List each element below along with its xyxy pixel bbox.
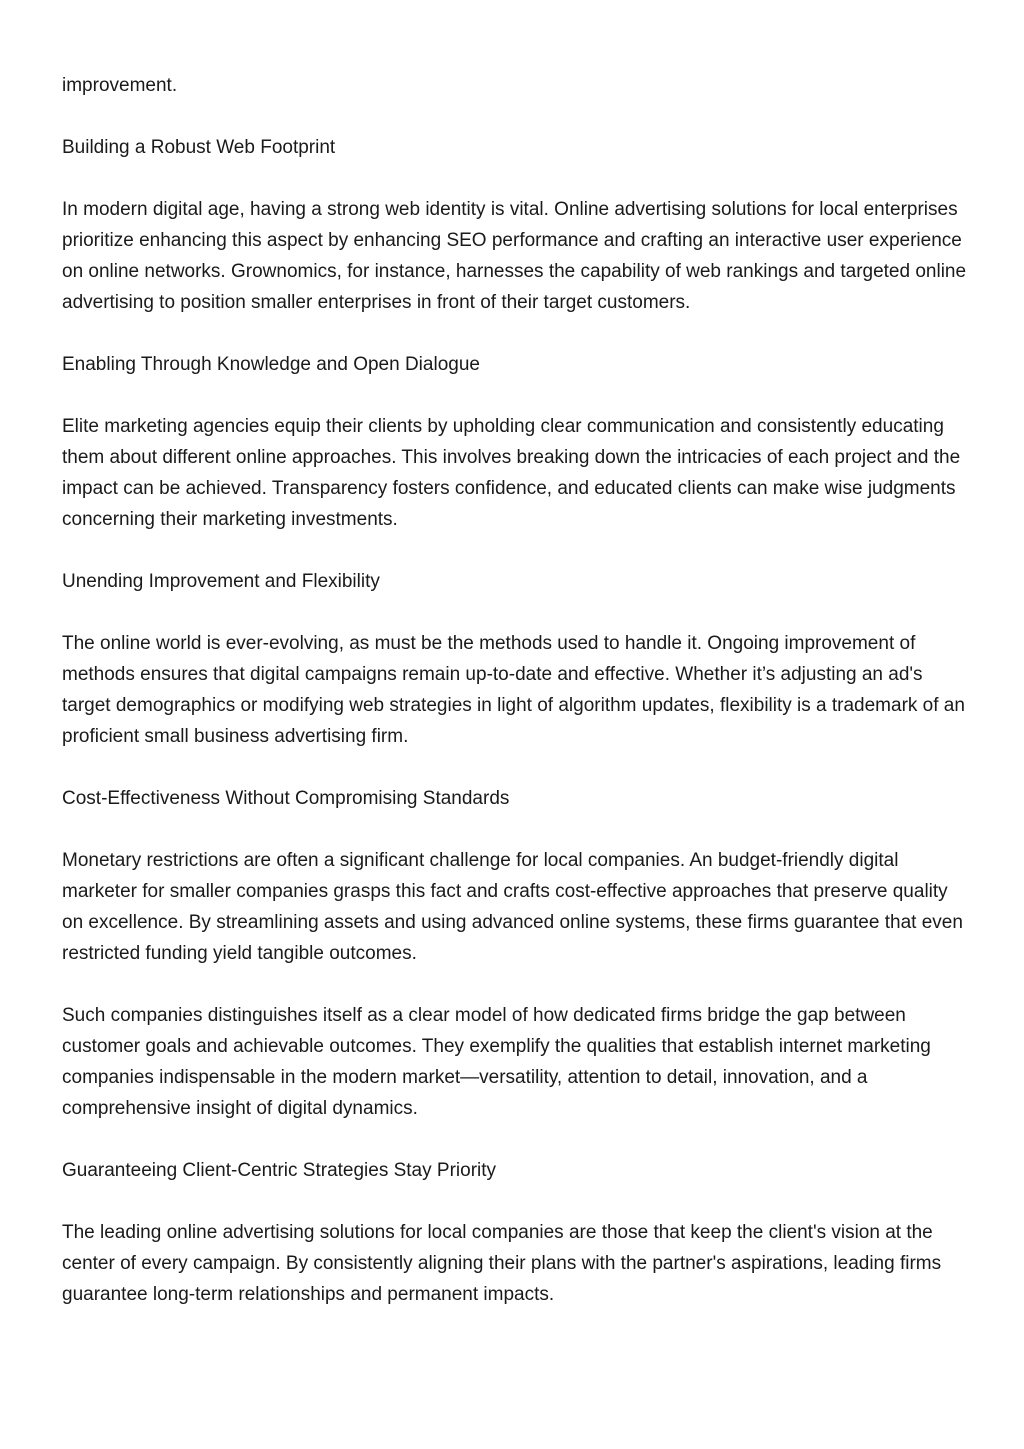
paragraph-cost-effectiveness: Monetary restrictions are often a significant challenge for local companies. An budget-friendly digital marketer for smaller companies grasps this fact and crafts cost-effective approaches that preserve quality on excellence. By streamlining assets and using advanced online systems, these firms guarantee that even restricted funding yield tangible outcomes. [62,850,963,964]
paragraph-client-centric: The leading online advertising solutions for local companies are those that keep the client's vision at the center of every campaign. By consistently aligning their plans with the partner's aspirations, leading firms guarantee long-term relationships and permanent impacts. [62,1222,942,1305]
paragraph-web-footprint: In modern digital age, having a strong web identity is vital. Online advertising solutions for local enterprises prioritize enhancing this aspect by enhancing SEO performance and crafting an interactive user experience on online networks. Grownomics, for instance, harnesses the capability of web rankings and targeted online advertising to position smaller enterprises in front of their target customers. [62,199,967,313]
section-heading-cost-effectiveness: Cost-Effectiveness Without Compromising Standards [62,788,510,809]
section-heading-web-footprint: Building a Robust Web Footprint [62,137,336,158]
paragraph-clear-model: Such companies distinguishes itself as a clear model of how dedicated firms bridge the gap between customer goals and achievable outcomes. They exemplify the qualities that establish internet marketing companies indispensable in the modern market—versatility, attention to detail, innovation, and a comprehensive insight of digital dynamics. [62,1005,931,1119]
section-heading-client-centric: Guaranteeing Client-Centric Strategies Stay Priority [62,1160,497,1181]
section-heading-improvement-flexibility: Unending Improvement and Flexibility [62,571,380,592]
paragraph-knowledge-dialogue: Elite marketing agencies equip their clients by upholding clear communication and consistently educating them about different online approaches. This involves breaking down the intricacies of each project and the impact can be achieved. Transparency fosters confidence, and educated clients can make wise judgments concerning their marketing investments. [62,416,961,530]
section-heading-knowledge-dialogue: Enabling Through Knowledge and Open Dialogue [62,354,480,375]
paragraph-improvement-flexibility: The online world is ever-evolving, as must be the methods used to handle it. Ongoing improvement of methods ensures that digital campaigns remain up-to-date and effective. Whether it’s adjusting an ad's target demographics or modifying web strategies in light of algorithm updates, flexibility is a trademark of an proficient small business advertising firm. [62,633,965,747]
paragraph-continuation: improvement. [62,75,178,96]
document-page [62,70,972,1310]
